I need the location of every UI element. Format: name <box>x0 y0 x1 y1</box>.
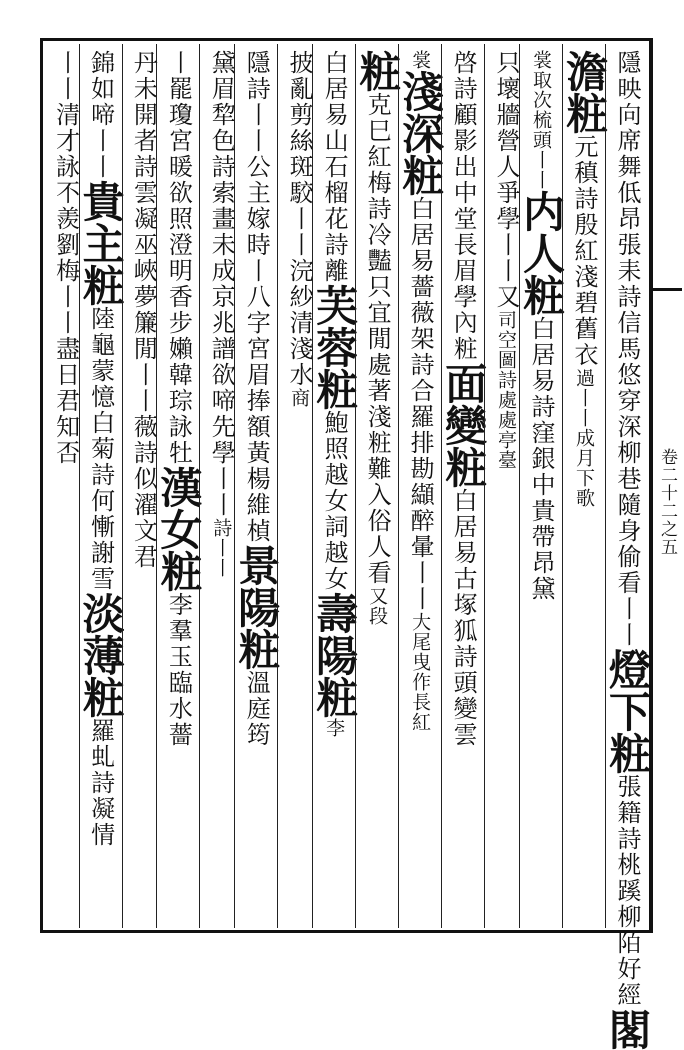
entry-text: 浣紗清淺水 <box>285 258 314 388</box>
entry-text: 張籍詩桃蹊柳陌好經 <box>613 774 641 1008</box>
text-column <box>603 44 652 1050</box>
text-column <box>277 44 312 928</box>
entry-text: 詩丨丨 <box>210 518 233 578</box>
entry-text: 司空圖詩處處亭臺 <box>495 310 517 470</box>
frame-left-border <box>40 38 43 933</box>
entry-text: 悠穿深柳巷隨身偷看丨丨 <box>613 362 641 648</box>
entry-heading: 燈下粧 <box>603 648 652 774</box>
entry-text: 又段 <box>366 586 389 626</box>
entry-text: 裳取次梳頭丨丨 <box>530 50 552 190</box>
text-column <box>560 44 609 928</box>
entry-text: 隱詩丨丨公主嫁時丨八字宮眉捧額黃楊維楨 <box>242 50 271 544</box>
center-margin-column <box>652 38 682 933</box>
entry-text: 清才詠不羨劉梅丨丨 <box>51 102 80 336</box>
entry-heading: 芙蓉粧 <box>310 284 360 410</box>
entry-heading: 閣 <box>603 1008 652 1050</box>
text-columns <box>44 44 652 1050</box>
entry-heading: 景陽粧 <box>232 544 282 670</box>
entry-text: 李 <box>323 718 346 738</box>
entry-text: 錦如啼丨丨 <box>86 50 115 180</box>
text-column <box>439 44 489 928</box>
entry-text: 丨罷瓊宮暖欲照澄明香步嬾韓琮詠牡 <box>164 50 193 466</box>
entry-text: 鮑照越女詞越女 <box>320 410 349 592</box>
entry-text: 只壞牆營人爭學丨丨又 <box>492 50 520 310</box>
entry-heading: 貴主粧 <box>76 180 126 306</box>
entry-heading: 面變粧 <box>439 362 489 488</box>
text-column <box>484 44 519 928</box>
text-column <box>517 44 566 928</box>
entry-text: 隱映向席舞低昂張耒詩信馬 <box>613 50 641 362</box>
text-column <box>76 44 126 928</box>
entry-text: 過丨丨成月下歌 <box>573 368 595 508</box>
entry-text: 商 <box>288 388 311 408</box>
text-column <box>44 44 79 928</box>
entry-text: 丹未開者詩雲凝巫峽夢簾閒丨丨 <box>129 50 158 414</box>
frame-bottom-border <box>40 930 652 933</box>
entry-text: 克巳紅梅詩冷豔只宜閒處著淺粧難入俗人看 <box>363 92 392 586</box>
entry-text: 白居易山石榴花詩離 <box>320 50 349 284</box>
entry-text: 啓詩顧影出中堂長眉學內粧 <box>449 50 478 362</box>
entry-heading: 壽陽粧 <box>310 592 360 718</box>
entry-heading: 澹粧 <box>560 50 609 134</box>
entry-text: 黛眉犂色詩索畫未成京兆譜欲啼先學丨丨 <box>207 50 236 518</box>
entry-text: 羅虬詩凝情 <box>86 718 115 848</box>
entry-text: 盡日君知否 <box>51 336 80 466</box>
entry-text: 大尾曳作長紅 <box>409 612 432 732</box>
entry-text: 溫庭筠 <box>242 670 271 748</box>
text-column <box>232 44 282 928</box>
volume-label: 卷二十二之五 <box>657 448 677 556</box>
entry-text: 薇詩似濯文君 <box>129 414 158 570</box>
text-column <box>310 44 360 928</box>
entry-text: 裳 <box>409 50 432 70</box>
entry-text: 白居易古塚狐詩頭變雲 <box>449 488 478 748</box>
entry-text: 披亂剪絲斑駮丨丨 <box>285 50 314 258</box>
entry-text: 白居易詩窪銀中貴帶昂黛 <box>527 316 555 602</box>
text-column <box>396 44 446 928</box>
entry-heading: 粧 <box>353 50 403 92</box>
text-column <box>353 44 403 928</box>
entry-heading: 漢女粧 <box>154 466 204 592</box>
entry-text: 元稹詩殷紅淺碧舊衣 <box>570 134 598 368</box>
text-column <box>122 44 157 928</box>
entry-heading: 淡薄粧 <box>76 592 126 718</box>
entry-heading: 淺深粧 <box>396 70 446 196</box>
frame-top-border <box>40 38 652 41</box>
entry-text: 白居易薔薇架詩合羅排勘纈醉暈丨丨 <box>406 196 435 612</box>
fishtail-mark <box>652 288 682 291</box>
text-column <box>199 44 234 928</box>
entry-text: 丨丨 <box>51 50 80 102</box>
entry-heading: 内人粧 <box>517 190 566 316</box>
text-column <box>154 44 204 928</box>
entry-text: 陸龜蒙憶白菊詩何慚謝雪 <box>86 306 115 592</box>
entry-text: 李羣玉臨水薔 <box>164 592 193 748</box>
